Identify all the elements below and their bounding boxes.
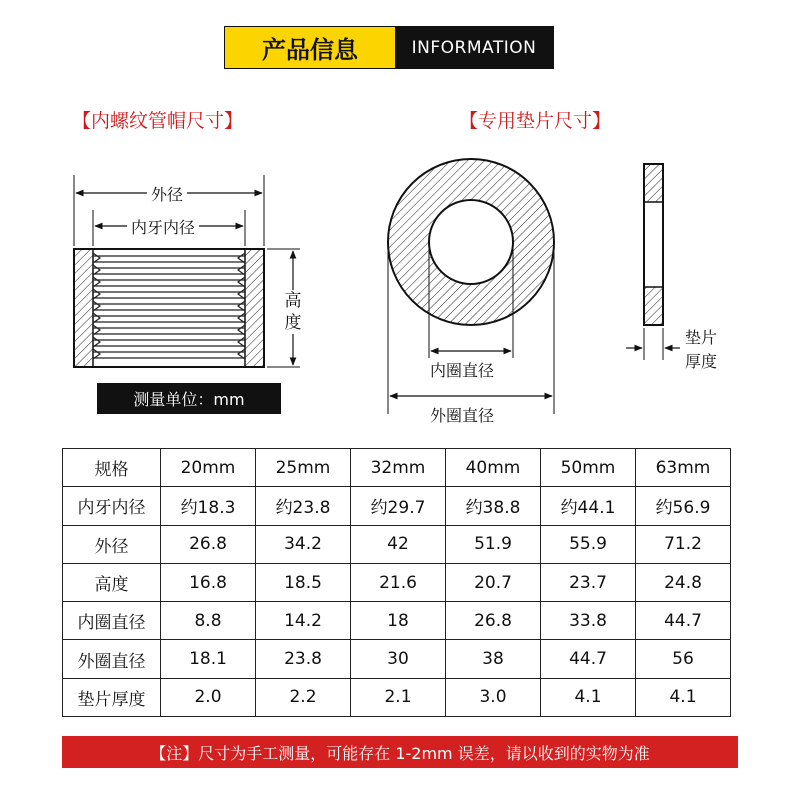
table-cell: 垫片厚度 xyxy=(63,678,161,716)
table-cell: 50mm xyxy=(541,449,636,487)
table-cell: 44.7 xyxy=(636,602,731,640)
table-row xyxy=(63,678,731,716)
header-title-cn: 产品信息 xyxy=(225,27,395,68)
table-cell: 26.8 xyxy=(161,525,256,563)
table-cell: 4.1 xyxy=(636,678,731,716)
label-inner-ring-diameter: 内圈直径 xyxy=(430,361,495,380)
disclaimer-note: 【注】尺寸为手工测量，可能存在 1-2mm 误差，请以收到的实物为准 xyxy=(62,736,738,768)
table-cell: 71.2 xyxy=(636,525,731,563)
table-cell: 2.2 xyxy=(256,678,351,716)
label-inner-thread-diameter: 内牙内径 xyxy=(127,215,199,238)
table-cell: 42 xyxy=(351,525,446,563)
table-cell: 20mm xyxy=(161,449,256,487)
table-cell: 18.1 xyxy=(161,640,256,678)
table-cell: 23.7 xyxy=(541,563,636,601)
table-cell: 约38.8 xyxy=(446,487,541,525)
label-outer-ring-diameter: 外圈直径 xyxy=(430,406,495,425)
label-outer-diameter: 外径 xyxy=(147,182,187,205)
table-cell: 4.1 xyxy=(541,678,636,716)
table-cell: 25mm xyxy=(256,449,351,487)
table-cell: 23.8 xyxy=(256,640,351,678)
table-cell: 约56.9 xyxy=(636,487,731,525)
table-cell: 外径 xyxy=(63,525,161,563)
table-cell: 约18.3 xyxy=(161,487,256,525)
table-row xyxy=(63,563,731,601)
table-cell: 18.5 xyxy=(256,563,351,601)
table-cell: 55.9 xyxy=(541,525,636,563)
table-row xyxy=(63,640,731,678)
table-cell: 18 xyxy=(351,602,446,640)
gasket-side-drawing xyxy=(626,164,680,360)
table-cell: 3.0 xyxy=(446,678,541,716)
table-cell: 约44.1 xyxy=(541,487,636,525)
table-cell: 26.8 xyxy=(446,602,541,640)
spec-table xyxy=(62,448,731,717)
label-gasket-thickness: 垫片厚度 xyxy=(685,328,718,371)
table-cell: 16.8 xyxy=(161,563,256,601)
table-cell: 2.1 xyxy=(351,678,446,716)
table-cell: 规格 xyxy=(63,449,161,487)
table-cell: 20.7 xyxy=(446,563,541,601)
table-row xyxy=(63,602,731,640)
table-cell: 内牙内径 xyxy=(63,487,161,525)
table-cell: 外圈直径 xyxy=(63,640,161,678)
table-cell: 34.2 xyxy=(256,525,351,563)
table-cell: 约29.7 xyxy=(351,487,446,525)
table-cell: 33.8 xyxy=(541,602,636,640)
table-cell: 24.8 xyxy=(636,563,731,601)
cap-section-title: 【内螺纹管帽尺寸】 xyxy=(72,110,244,132)
table-row xyxy=(63,487,731,525)
unit-bar: 测量单位：mm xyxy=(97,383,281,414)
table-cell: 内圈直径 xyxy=(63,602,161,640)
table-cell: 21.6 xyxy=(351,563,446,601)
table-row xyxy=(63,525,731,563)
table-row xyxy=(63,449,731,487)
table-cell: 32mm xyxy=(351,449,446,487)
table-cell: 8.8 xyxy=(161,602,256,640)
gasket-section-title: 【专用垫片尺寸】 xyxy=(459,110,612,132)
table-cell: 40mm xyxy=(446,449,541,487)
table-cell: 约23.8 xyxy=(256,487,351,525)
table-cell: 14.2 xyxy=(256,602,351,640)
table-cell: 63mm xyxy=(636,449,731,487)
label-height: 高度 xyxy=(284,291,302,333)
table-cell: 高度 xyxy=(63,563,161,601)
table-cell: 51.9 xyxy=(446,525,541,563)
table-cell: 2.0 xyxy=(161,678,256,716)
table-cell: 56 xyxy=(636,640,731,678)
table-cell: 38 xyxy=(446,640,541,678)
table-cell: 44.7 xyxy=(541,640,636,678)
table-cell: 30 xyxy=(351,640,446,678)
header-title-en: INFORMATION xyxy=(395,27,553,68)
